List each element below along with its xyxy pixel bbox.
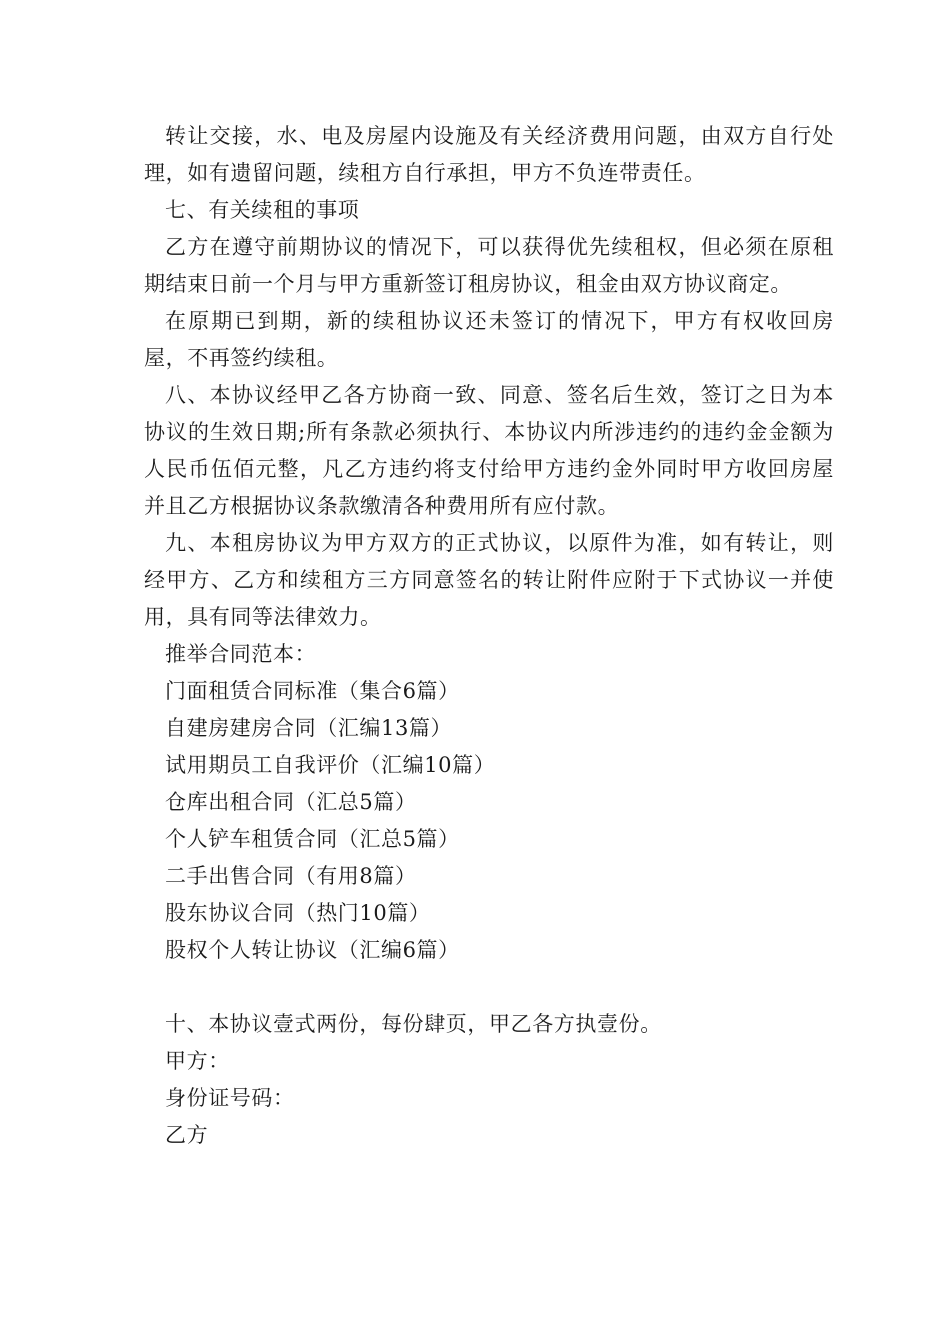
id-number-label: 身份证号码： — [165, 1086, 295, 1110]
recommended-template-item[interactable]: 试用期员工自我评价（汇编10篇） — [165, 753, 496, 777]
recommended-template-item[interactable]: 自建房建房合同（汇编13篇） — [165, 716, 453, 740]
transfer-handover-paragraph: 转让交接，水、电及房屋内设施及有关经济费用问题，由双方自行处理，如有遗留问题，续租方自行承担，甲方不负连带责任。 — [144, 124, 834, 185]
document-body — [144, 118, 834, 1154]
section-7-paragraph-2: 在原期已到期，新的续租协议还未签订的情况下，甲方有权收回房屋，不再签约续租。 — [144, 309, 834, 370]
recommended-templates-list — [144, 673, 834, 969]
section-8-paragraph: 八、本协议经甲乙各方协商一致、同意、签名后生效，签订之日为本协议的生效日期;所有条款必须执行、本协议内所涉违约的违约金金额为人民币伍佰元整，凡乙方违约将支付给甲方违约金外同时甲方收回房屋并且乙方根据协议条款缴清各种费用所有应付款。 — [144, 383, 834, 518]
section-7-paragraph-1: 乙方在遵守前期协议的情况下，可以获得优先续租权，但必须在原租期结束日前一个月与甲方重新签订租房协议，租金由双方协议商定。 — [144, 235, 834, 296]
recommended-template-item[interactable]: 个人铲车租赁合同（汇总5篇） — [165, 827, 460, 851]
section-9-paragraph: 九、本租房协议为甲方双方的正式协议，以原件为准，如有转让，则经甲方、乙方和续租方三方同意签名的转让附件应附于下式协议一并使用，具有同等法律效力。 — [144, 531, 834, 629]
recommended-template-item[interactable]: 股权个人转让协议（汇编6篇） — [165, 938, 460, 962]
party-b-label: 乙方 — [165, 1123, 209, 1147]
recommended-template-item[interactable]: 二手出售合同（有用8篇） — [165, 864, 417, 888]
party-a-label: 甲方： — [165, 1049, 230, 1073]
section-7-title: 七、有关续租的事项 — [165, 198, 360, 222]
recommended-template-item[interactable]: 门面租赁合同标准（集合6篇） — [165, 679, 460, 703]
section-10-paragraph: 十、本协议壹式两份，每份肆页，甲乙各方执壹份。 — [165, 1012, 662, 1036]
blank-line — [144, 969, 834, 1006]
recommended-templates-title: 推举合同范本： — [165, 642, 317, 666]
recommended-template-item[interactable]: 股东协议合同（热门10篇） — [165, 901, 431, 925]
recommended-template-item[interactable]: 仓库出租合同（汇总5篇） — [165, 790, 417, 814]
